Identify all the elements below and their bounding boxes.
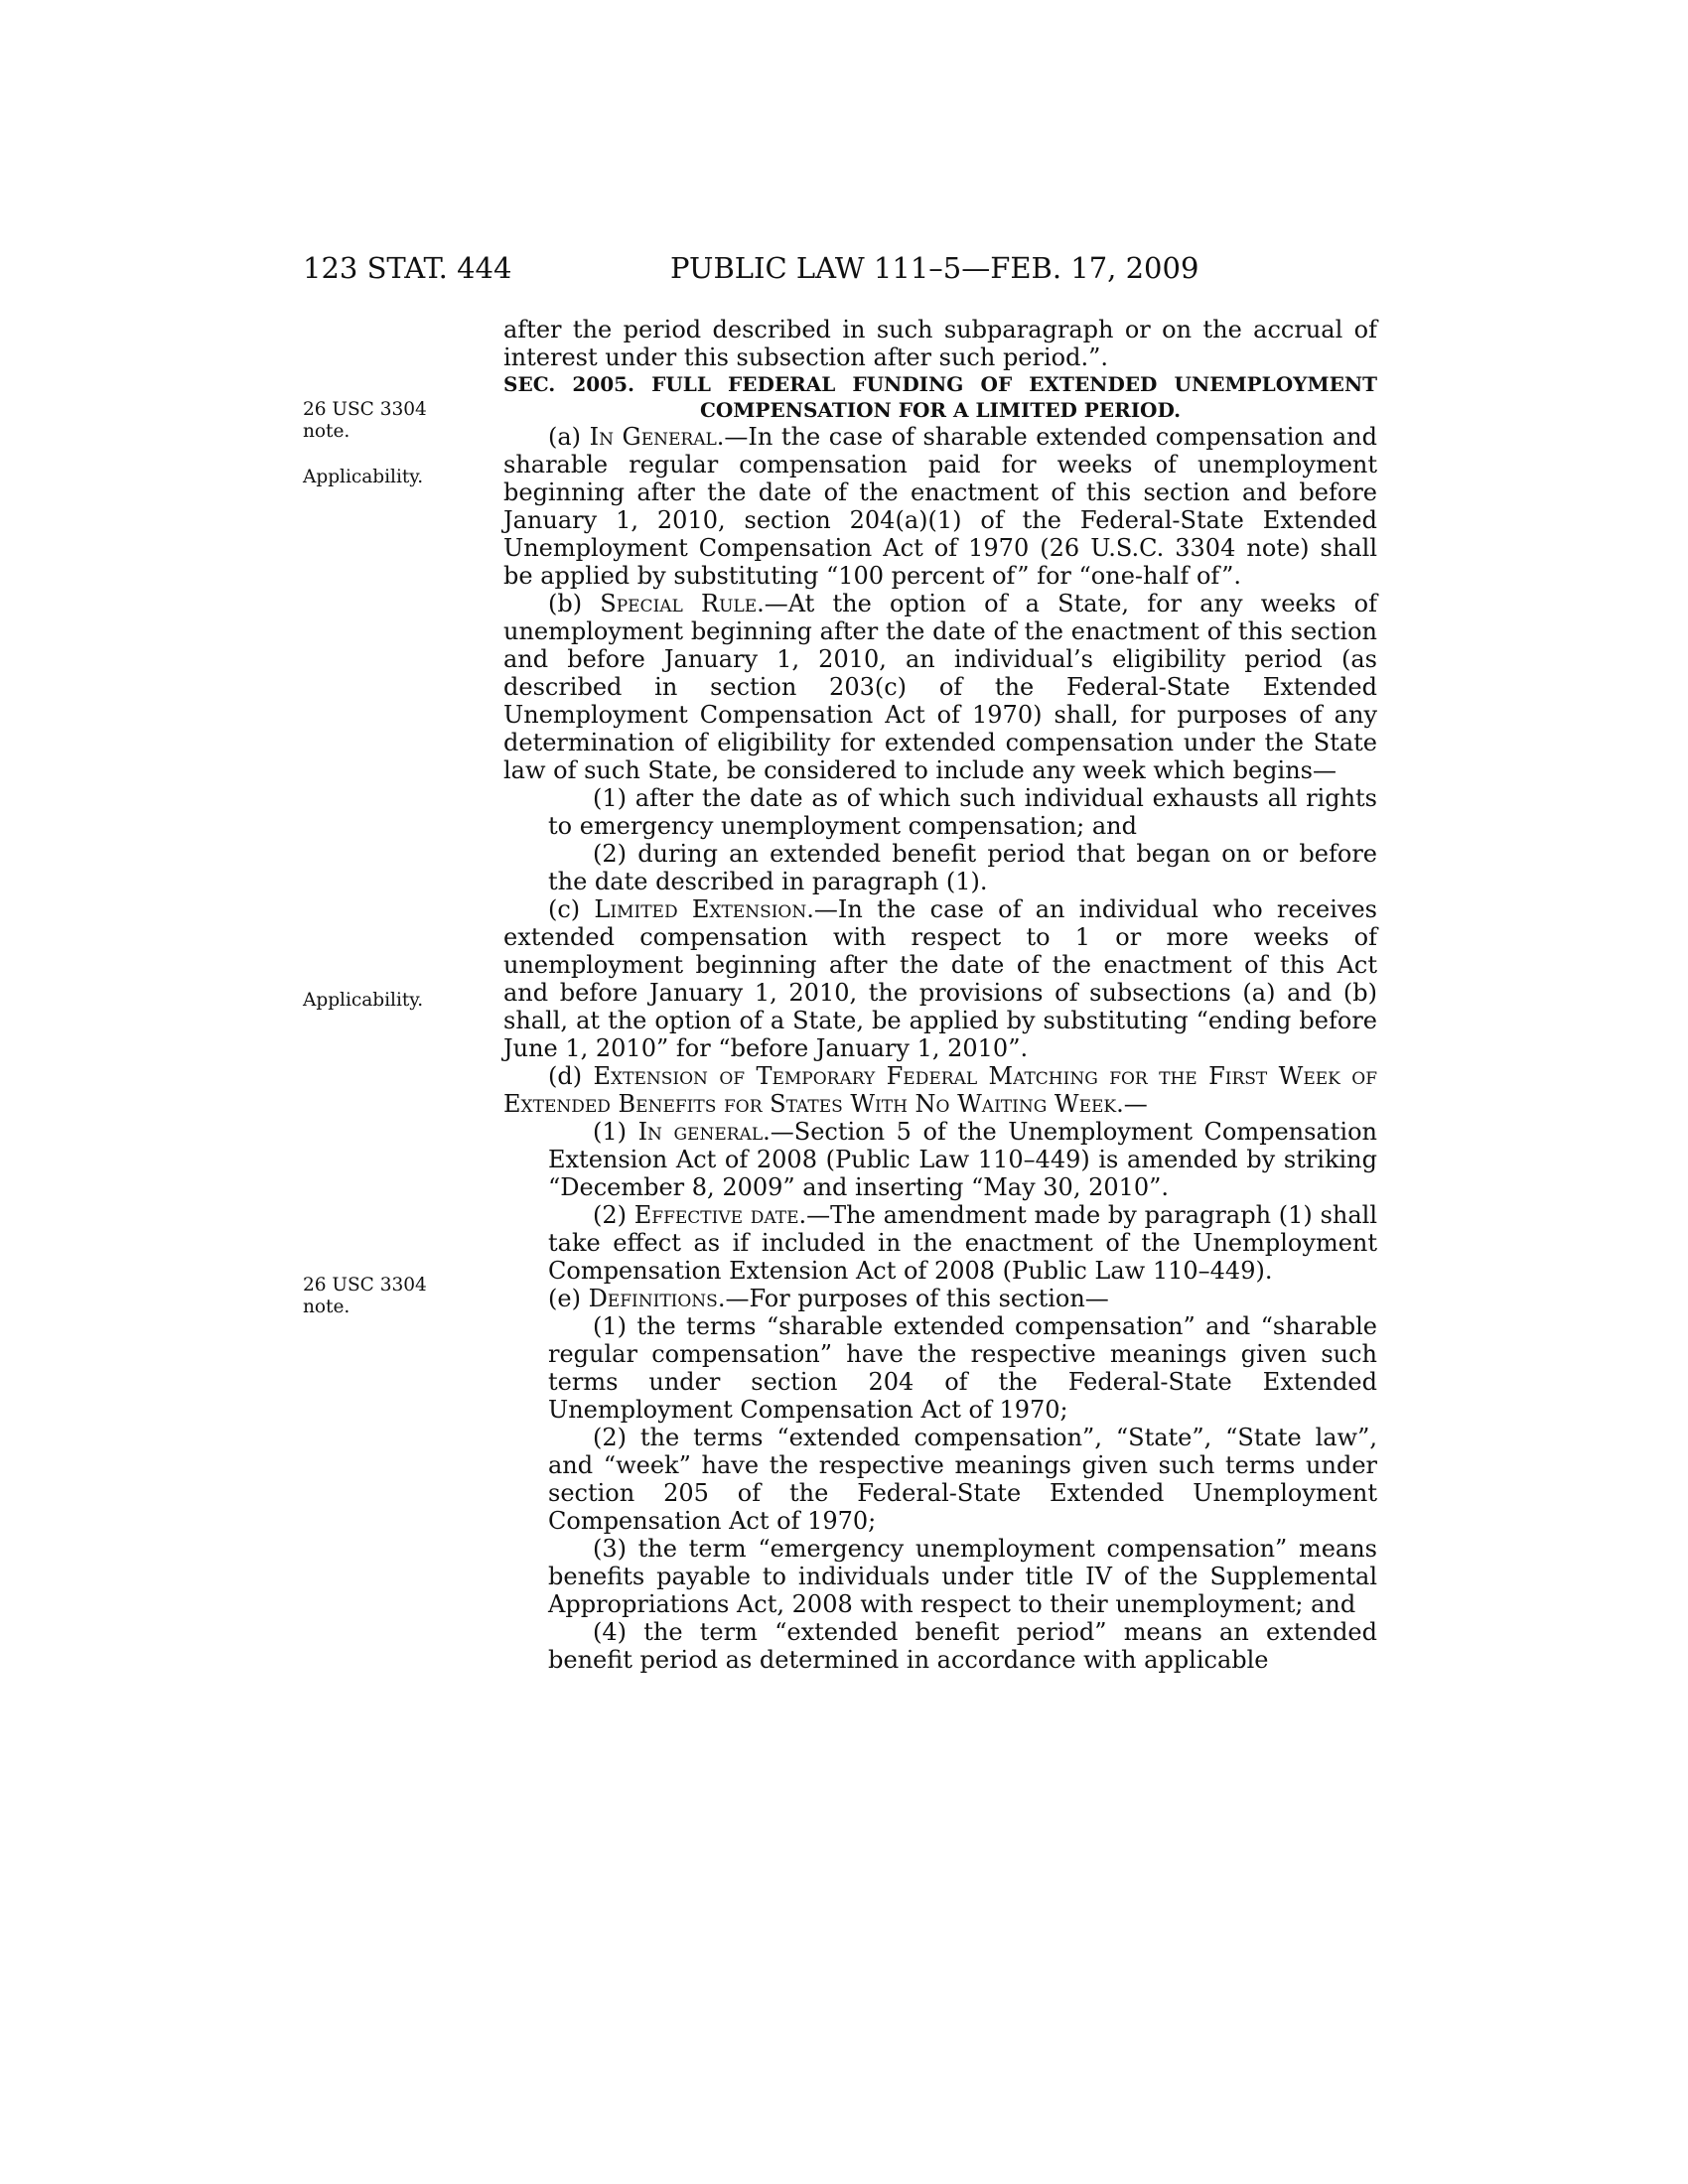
public-law-title: PUBLIC LAW 111–5—FEB. 17, 2009 [670,251,1199,285]
stat-page-reference: 123 STAT. 444 [303,251,512,285]
subsection-d-paragraph-2-text: .—The amendment made by paragraph (1) shall take effect as if included in the enactment of the Unemployment Compensation Extension Act of 2008 (Public Law 110–449). [548,1201,1377,1285]
subsection-d-paragraph-1-caption: In general [637,1118,764,1146]
margin-note-usc-citation-2: 26 USC 3304 note. [303,1275,427,1317]
margin-note-applicability: Applicability. [303,467,424,487]
section-heading [503,371,1377,423]
subsection-d-paragraph-1-label: (1) [593,1118,638,1146]
subsection-c-caption: Limited Extension [594,895,807,923]
statute-text [503,316,1377,1674]
subsection-d-text: .— [1116,1090,1148,1118]
subsection-a-label: (a) [548,423,590,451]
subsection-e-paragraph-3: (3) the term “emergency unemployment compensation” means benefits payable to individuals under title IV of the Supplemental Appropriations Act, 2008 with respect to their unemployment; and [548,1535,1377,1618]
subsection-a-text: .—In the case of sharable extended compensation and sharable regular compensation paid for weeks of unemployment beginning after the date of the enactment of this section and before January 1, 2010, section 204(a)(1) of the Federal-State Extended Unemployment Compensation Act of 1970 (26 U.S.C. 3304 note) shall be applied by substituting “100 percent of” for “one-half of”. [503,423,1377,590]
subsection-b-paragraph-2: (2) during an extended benefit period that began on or before the date described in paragraph (1). [548,840,1377,895]
subsection-d-paragraph-2-label: (2) [593,1201,634,1229]
subsection-b-paragraph-1: (1) after the date as of which such individual exhausts all rights to emergency unemployment compensation; and [548,784,1377,840]
subsection-b-text: .—At the option of a State, for any weeks of unemployment beginning after the date of the enactment of this section and before January 1, 2010, an individual’s eligibility period (as described in section 203(c) of the Federal-State Extended Unemployment Compensation Act of 1970) shall, for purposes of any determination of eligibility for extended compensation under the State law of such State, be considered to include any week which begins— [503,590,1378,784]
margin-note-usc-citation: 26 USC 3304 note. [303,399,427,442]
subsection-e [503,1285,1377,1312]
continuation-text: after the period described in such subparagraph or on the accrual of interest under this subsection after such period.”. [503,316,1377,371]
margin-note-applicability-2: Applicability. [303,990,424,1011]
subsection-e-label: (e) [548,1285,589,1312]
subsection-d [503,1062,1377,1118]
subsection-e-paragraph-1: (1) the terms “sharable extended compensation” and “sharable regular compensation” have the respective meanings given such terms under section 204 of the Federal-State Extended Unemployment Compensation Act of 1970; [548,1312,1377,1424]
subsection-e-paragraph-2: (2) the terms “extended compensation”, “State”, “State law”, and “week” have the respective meanings given such terms under section 205 of the Federal-State Extended Unemployment Compensation Act of 1970; [548,1424,1377,1535]
subsection-a [503,423,1377,590]
subsection-c-text: .—In the case of an individual who receives extended compensation with respect to 1 or more weeks of unemployment beginning after the date of the enactment of this Act and before January 1, 2010, the provisions of subsections (a) and (b) shall, at the option of a State, be applied by substituting “ending before June 1, 2010” for “before January 1, 2010”. [503,895,1377,1062]
subsection-e-text: .—For purposes of this section— [717,1285,1109,1312]
subsection-d-paragraph-2-caption: Effective date [633,1201,799,1229]
subsection-b-caption: Special Rule [600,590,758,617]
section-heading-line-1: SEC. 2005. FULL FEDERAL FUNDING OF EXTENDED UNEMPLOYMENT [503,372,1377,396]
subsection-d-paragraph-2 [503,1201,1377,1285]
running-head [0,248,1688,288]
subsection-d-paragraph-1 [503,1118,1377,1201]
subsection-d-label: (d) [548,1062,594,1090]
subsection-d-caption: Extension of Temporary Federal Matching for the First Week of Extended Benefits for States With No Waiting Week [503,1062,1377,1118]
subsection-c-label: (c) [548,895,595,923]
subsection-c [503,895,1377,1062]
subsection-e-paragraph-4: (4) the term “extended benefit period” means an extended benefit period as determined in accordance with applicable [548,1618,1377,1674]
subsection-b-label: (b) [548,590,601,617]
subsection-a-caption: In General [589,423,717,451]
subsection-d-paragraph-1-text: .—Section 5 of the Unemployment Compensation Extension Act of 2008 (Public Law 110–449) is amended by striking “December 8, 2009” and inserting “May 30, 2010”. [548,1118,1377,1201]
section-heading-line-2: COMPENSATION FOR A LIMITED PERIOD. [699,398,1182,422]
subsection-b [503,590,1377,784]
subsection-e-caption: Definitions [588,1285,718,1312]
